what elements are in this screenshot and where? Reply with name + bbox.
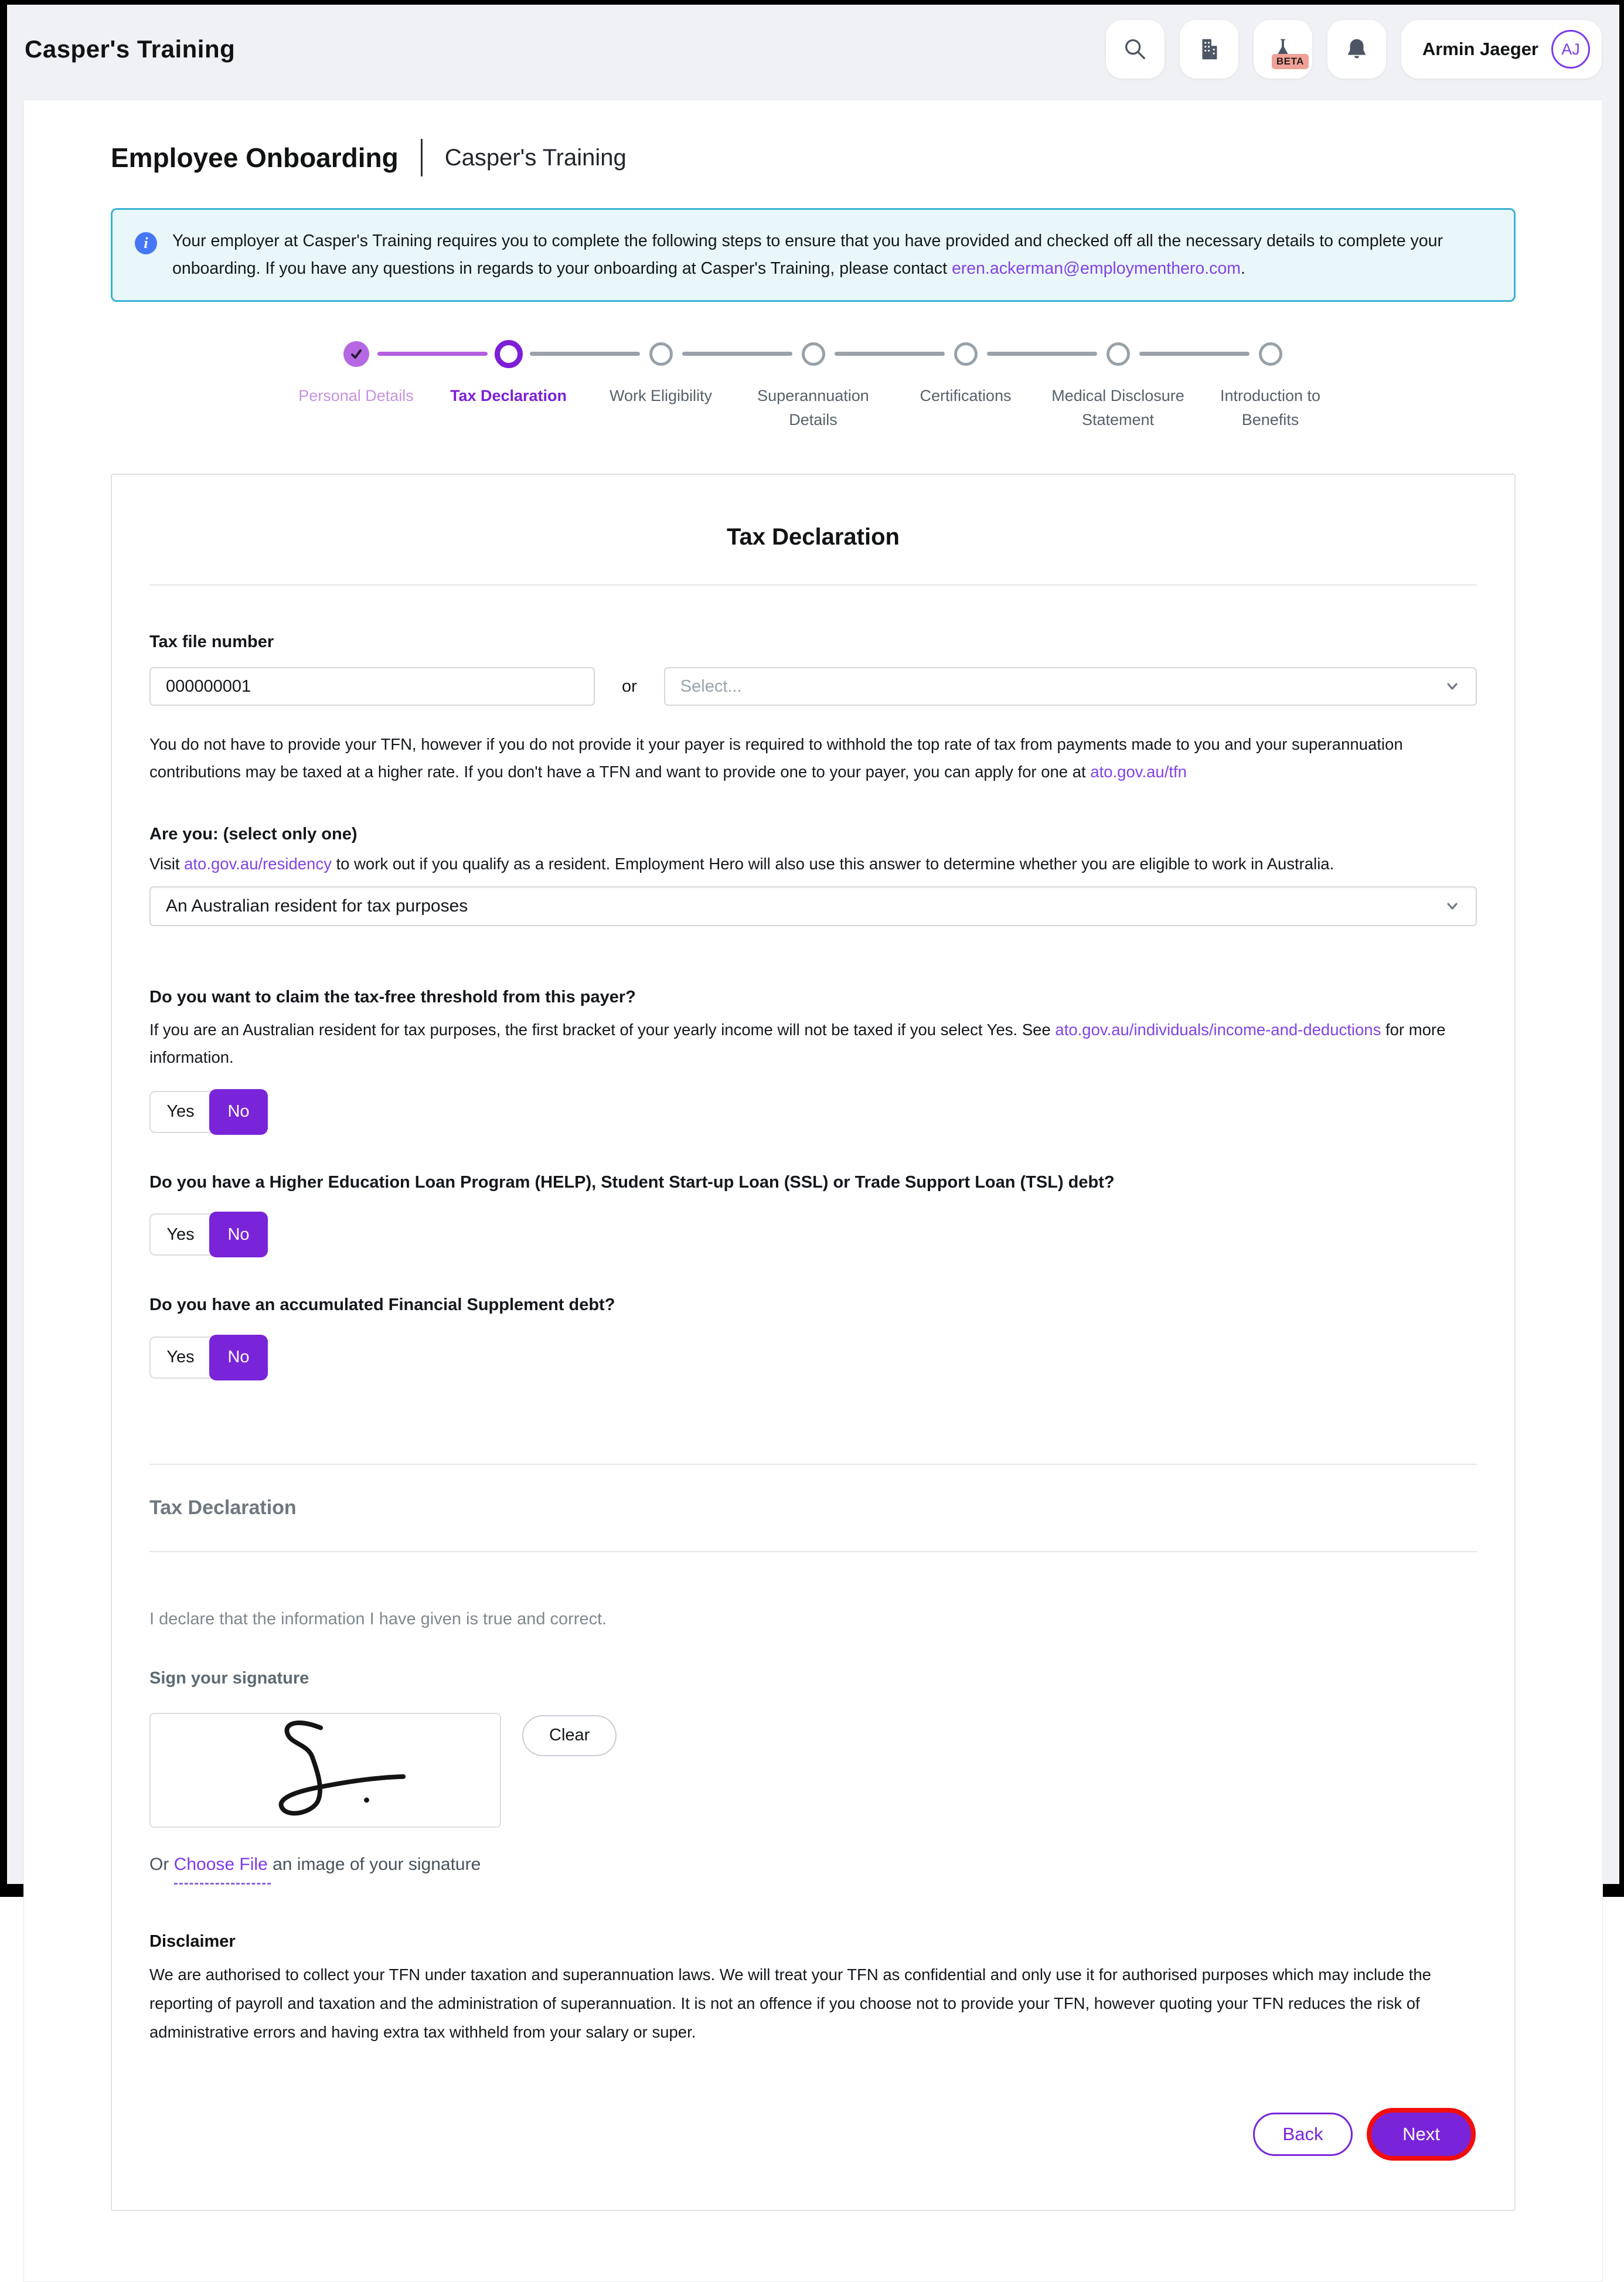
step-label: Tax Declaration — [450, 387, 567, 405]
divider — [149, 584, 1477, 586]
step-label: Superannuation Details — [757, 387, 869, 428]
search-button[interactable] — [1106, 20, 1165, 79]
tfn-help-text — [149, 730, 1477, 786]
building-icon — [1196, 36, 1223, 63]
avatar: AJ — [1551, 30, 1590, 69]
page-title: Employee Onboarding — [111, 142, 399, 173]
onboarding-info-banner — [111, 208, 1516, 302]
residency-select[interactable] — [149, 886, 1477, 926]
choose-file-link[interactable]: Choose File — [173, 1854, 268, 1874]
tfn-row — [149, 667, 1477, 706]
top-bar-actions — [1091, 20, 1602, 79]
clear-signature-button[interactable]: Clear — [522, 1715, 617, 1756]
financial-supplement-toggle — [149, 1335, 268, 1380]
tfn-input[interactable] — [149, 667, 595, 706]
signature-drawing — [151, 1714, 500, 1827]
app-screen — [7, 5, 1619, 2144]
main-panel — [23, 100, 1603, 2282]
bell-icon — [1343, 36, 1370, 63]
step-introduction-benefits[interactable] — [1194, 339, 1347, 431]
tfn-exemption-select[interactable] — [664, 667, 1477, 706]
q1-help-after: for more information. — [149, 1021, 1446, 1067]
step-label: Introduction to Benefits — [1220, 387, 1321, 428]
step-upcoming-dot — [1107, 342, 1130, 366]
labs-beta-button[interactable] — [1254, 20, 1312, 79]
step-upcoming-dot — [802, 342, 825, 366]
step-dot-wrap — [1194, 339, 1347, 369]
step-label: Medical Disclosure Statement — [1051, 387, 1184, 428]
financial-supplement-no-button[interactable]: No — [209, 1335, 268, 1380]
step-upcoming-dot — [649, 342, 673, 366]
tfn-help-before: You do not have to provide your TFN, however if you do not provide it your payer is required to withhold the top rate of tax from payments made to you and your superannuation contributions may be taxed at a higher rate. If you don't have a TFN and want to provide one to your payer, you can apply for one at — [149, 735, 1403, 781]
title-divider — [421, 139, 423, 176]
check-icon — [349, 347, 363, 361]
upload-after: an image of your signature — [267, 1854, 481, 1874]
residency-help-after: to work out if you qualify as a resident. Employment Hero will also use this answer to determine whether you are eligible to work in Australia. — [331, 854, 1334, 873]
tfn-label: Tax file number — [149, 632, 274, 652]
page-subtitle: Casper's Training — [444, 144, 627, 171]
search-icon — [1122, 36, 1149, 63]
form-actions — [149, 2113, 1477, 2156]
residency-help-text — [149, 851, 1477, 877]
next-button[interactable]: Next — [1371, 2113, 1471, 2156]
disclaimer-text: We are authorised to collect your TFN under taxation and superannuation laws. We will treat your TFN as confidential and only use it for authorised purposes which may include the reporting of payroll and taxation and the administration of superannuation. It is not an offence if you choose not to provide your TFN, however quoting your TFN reduces the risk of administrative errors and having extra tax withheld from your salary or super. — [149, 1965, 1431, 2041]
page-head — [111, 139, 1516, 176]
contact-email-link[interactable]: eren.ackerman@employmenthero.com — [951, 259, 1241, 278]
help-debt-yes-button[interactable]: Yes — [149, 1213, 212, 1256]
question-help-ssl-tsl-debt: Do you have a Higher Education Loan Program (HELP), Student Start-up Loan (SSL) or Trade Support Loan (TSL) debt? — [149, 1172, 1115, 1192]
tax-free-threshold-toggle — [149, 1089, 268, 1135]
beta-badge: BETA — [1272, 54, 1309, 69]
question-tax-free-threshold: Do you want to claim the tax-free threshold from this payer? — [149, 987, 636, 1006]
tax-free-threshold-no-button[interactable]: No — [209, 1089, 268, 1135]
q1-help-before: If you are an Australian resident for tax purposes, the first bracket of your yearly income will not be taxed if you select Yes. See — [149, 1021, 1056, 1039]
card-title: Tax Declaration — [727, 524, 900, 550]
tax-free-threshold-yes-button[interactable]: Yes — [149, 1091, 212, 1133]
declaration-section-title: Tax Declaration — [149, 1496, 297, 1519]
disclaimer-title: Disclaimer — [149, 1931, 236, 1951]
user-name: Armin Jaeger — [1422, 39, 1538, 59]
chevron-down-icon — [1444, 898, 1460, 914]
notifications-button[interactable] — [1327, 20, 1386, 79]
declaration-statement: I declare that the information I have given is true and correct. — [149, 1609, 607, 1628]
financial-supplement-yes-button[interactable]: Yes — [149, 1336, 212, 1379]
residency-selected-value: An Australian resident for tax purposes — [166, 896, 468, 916]
back-button[interactable]: Back — [1253, 2113, 1353, 2156]
top-bar — [7, 5, 1619, 94]
banner-text-after: . — [1241, 259, 1245, 278]
tax-declaration-card — [111, 474, 1516, 2211]
upload-before: Or — [149, 1854, 174, 1874]
step-label: Personal Details — [298, 387, 414, 405]
signature-upload-line — [149, 1855, 1477, 1875]
banner-text-before: Your employer at Casper's Training requires you to complete the following steps to ensure that you have provided and checked off all the necessary details to complete your onboarding. If you have any questions in regards to your onboarding at Casper's Training, please contact — [172, 232, 1443, 278]
select-placeholder: Select... — [680, 676, 742, 696]
step-label: Work Eligibility — [609, 387, 713, 405]
info-icon: i — [135, 232, 157, 254]
tfn-apply-link[interactable]: ato.gov.au/tfn — [1090, 763, 1187, 781]
banner-text — [172, 227, 1492, 283]
app-title: Casper's Training — [25, 35, 236, 63]
chevron-down-icon — [1444, 678, 1460, 695]
company-button[interactable] — [1180, 20, 1238, 79]
divider — [149, 1551, 1477, 1552]
user-menu[interactable] — [1401, 20, 1602, 79]
income-deductions-link[interactable]: ato.gov.au/individuals/income-and-deductions — [1055, 1021, 1381, 1039]
divider — [149, 1464, 1477, 1465]
question1-help — [149, 1016, 1477, 1072]
signature-row — [149, 1713, 1477, 1828]
signature-label: Sign your signature — [149, 1668, 309, 1688]
help-debt-toggle — [149, 1212, 268, 1257]
signature-pad[interactable] — [149, 1713, 501, 1828]
step-current-dot — [495, 340, 523, 368]
step-upcoming-dot — [954, 342, 978, 366]
question-financial-supplement-debt: Do you have an accumulated Financial Supplement debt? — [149, 1295, 615, 1315]
step-upcoming-dot — [1259, 342, 1282, 366]
residency-help-before: Visit — [149, 854, 185, 873]
residency-label: Are you: (select only one) — [149, 824, 358, 844]
residency-link[interactable]: ato.gov.au/residency — [184, 854, 332, 873]
step-label: Certifications — [920, 387, 1012, 405]
help-debt-no-button[interactable]: No — [209, 1212, 268, 1257]
or-label: or — [622, 676, 637, 696]
onboarding-stepper — [280, 339, 1347, 431]
step-completed-dot — [343, 341, 369, 367]
